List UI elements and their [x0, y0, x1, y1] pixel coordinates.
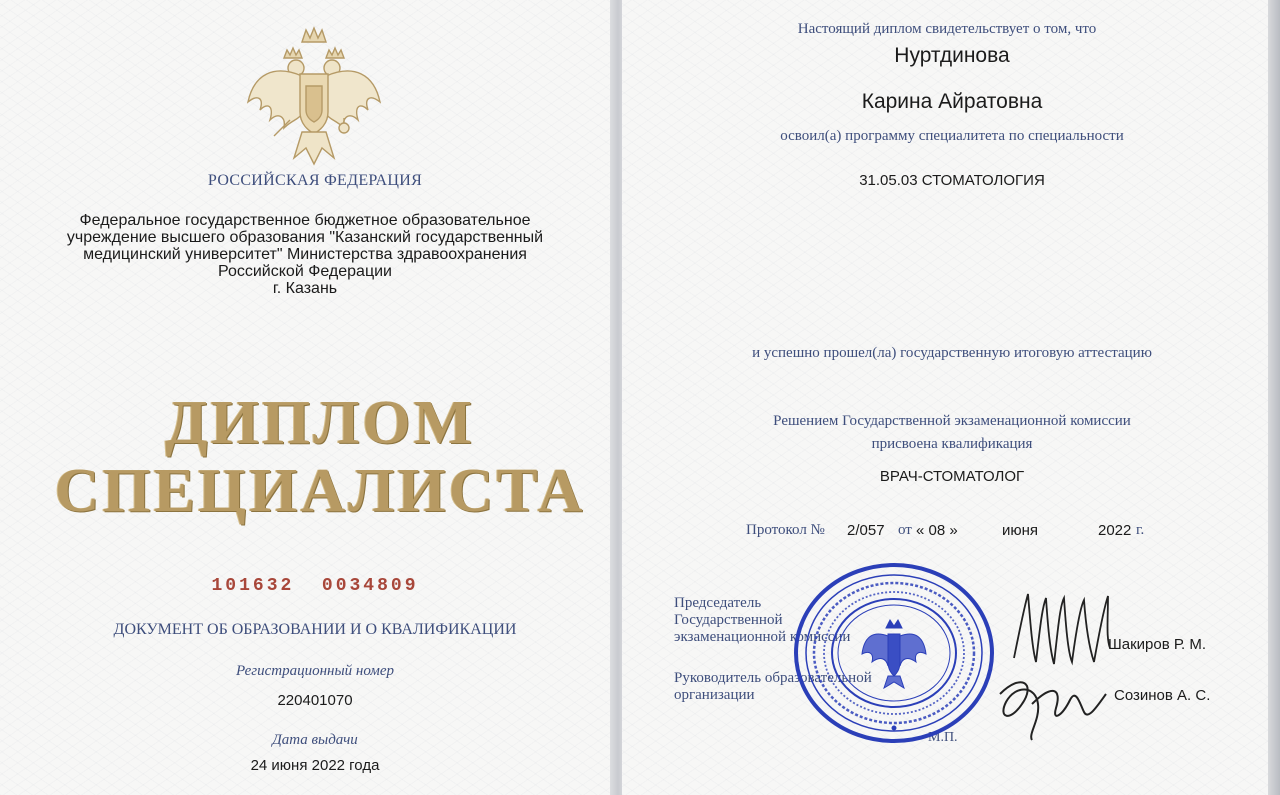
diploma-right-page: [622, 0, 1270, 795]
protocol-day: « 08 »: [916, 522, 958, 539]
protocol-year: 2022: [1098, 522, 1132, 539]
graduate-surname: Нуртдинова: [894, 44, 1010, 67]
diploma-title-line2: СПЕЦИАЛИСТА: [54, 457, 586, 525]
head-name: Созинов А. С.: [1114, 687, 1211, 704]
institution-name: [60, 212, 550, 297]
document-type: ДОКУМЕНТ ОБ ОБРАЗОВАНИИ И О КВАЛИФИКАЦИИ: [113, 621, 517, 638]
country-name: РОССИЙСКАЯ ФЕДЕРАЦИЯ: [207, 172, 423, 189]
issue-date-label: Дата выдачи: [272, 732, 358, 748]
rector-signature-icon: [992, 664, 1112, 744]
serial-number: [150, 576, 480, 596]
serial-number-text: 101632 0034809: [211, 576, 419, 596]
diploma-title-line1: ДИПЛОМ: [164, 389, 476, 457]
head-title-line: организации: [674, 687, 755, 703]
decision-text: Решением Государственной экзаменационной комиссии: [773, 413, 1131, 429]
chairman-name: Шакиров Р. М.: [1108, 636, 1207, 653]
institution-line: медицинский университет" Министерства здравоохранения: [83, 246, 527, 263]
seal-place-mark: М.П.: [928, 730, 958, 745]
diploma-left-page: [0, 0, 616, 795]
specialty: 31.05.03 СТОМАТОЛОГИЯ: [859, 172, 1045, 189]
graduate-given-names: Карина Айратовна: [861, 90, 1043, 113]
program-text: освоил(а) программу специалитета по специальности: [780, 128, 1124, 144]
protocol-year-suffix: г.: [1136, 522, 1145, 538]
issue-date: 24 июня 2022 года: [250, 757, 380, 774]
protocol-from: от: [898, 522, 912, 538]
russian-coat-of-arms-icon: [244, 24, 384, 172]
chairman-title-line: экзаменационной комиссии: [674, 629, 851, 645]
head-title-line: Руководитель образовательной: [674, 670, 872, 686]
decision-text: присвоена квалификация: [871, 436, 1033, 452]
protocol-month: июня: [1002, 522, 1039, 539]
institution-line: учреждение высшего образования "Казанский государственный: [66, 229, 544, 246]
institution-line: Российской Федерации: [218, 263, 392, 280]
attestation-text: и успешно прошел(ла) государственную итоговую аттестацию: [752, 345, 1152, 361]
protocol-label: Протокол №: [746, 522, 825, 538]
institution-city: г. Казань: [272, 280, 338, 297]
page-edge: [1268, 0, 1280, 795]
institution-line: Федеральное государственное бюджетное образовательное: [79, 212, 531, 229]
protocol-number: 2/057: [847, 522, 885, 539]
registration-label: Регистрационный номер: [235, 663, 394, 679]
chairman-title-line: Государственной: [674, 612, 783, 628]
qualification: ВРАЧ-СТОМАТОЛОГ: [879, 468, 1025, 485]
registration-number: 220401070: [277, 692, 353, 709]
chairman-title-line: Председатель: [674, 595, 762, 611]
university-seal-icon: [792, 558, 997, 748]
intro-text: Настоящий диплом свидетельствует о том, что: [797, 21, 1097, 37]
